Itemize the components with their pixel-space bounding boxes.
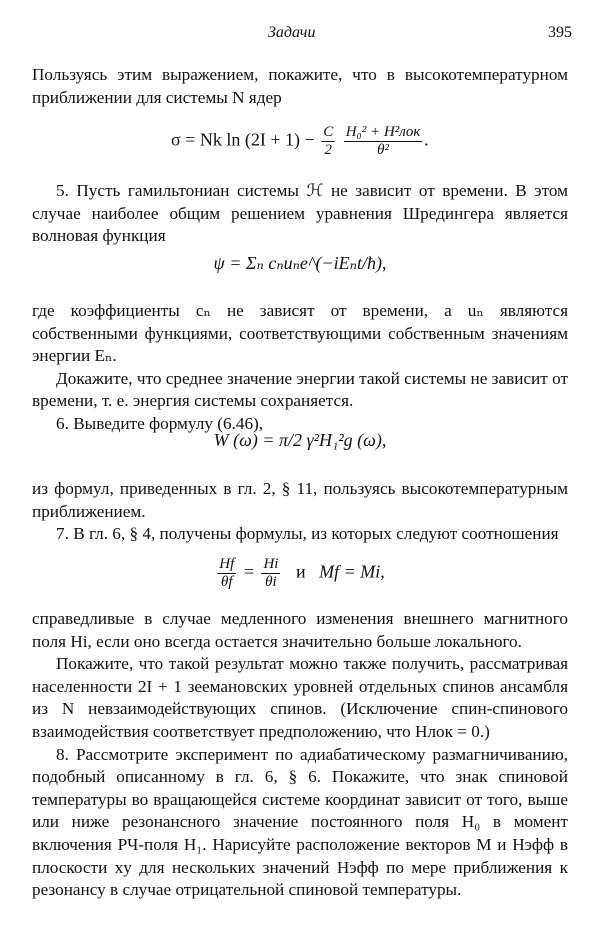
paragraph-coefficients: где коэффициенты cₙ не зависят от времени, а uₙ являются собственными функциями, соответствующими собственным значениям энергии Eₙ. Докажите, что среднее значение энергии такой системы не зависит от времени, т. е. энергия системы сохраняется. 6. Выведите формулу (6.46),: [32, 301, 568, 433]
equation-wavefunction: ψ = Σₙ cₙuₙe^(−iEₙt/ħ),: [213, 253, 387, 273]
paragraph-6-end: из формул, приведенных в гл. 2, § 11, пользуясь высокотемпературным приближением. 7. В гл. 6, § 4, получены формулы, из которых следуют соотношения: [32, 479, 568, 544]
paragraph-intro: Пользуясь этим выражением, покажите, что в высокотемпературном приближении для системы N ядер: [32, 65, 568, 107]
page-number: 395: [548, 24, 572, 41]
equation-transition-rate: W (ω) = π/2 γ²H₁²g (ω),: [213, 430, 387, 450]
fraction-fields-over-theta: $\frac{\text{H₀² + H²лок}}{\text{θ²}}$: [345, 124, 421, 158]
fraction-c-over-2: $\frac{C}{2}$: [323, 124, 334, 158]
equation-adiabatic: $\frac{Hf}{\theta f}$ = $\frac{Hi}{\theta i}$ и Mf = Mi,: [219, 556, 385, 590]
equation-entropy: σ = Nk ln (2I + 1) − $\frac{C}{2}$ $\frac{\text{H₀² + H²лок}}{\text{θ²}}$ .: [171, 124, 429, 158]
paragraph-7-end: справедливые в случае медленного изменения внешнего магнитного поля Hi, если оно всегда остается значительно больше локального. Покажите, что такой результат можно также получить, рассматривая населенности 2I + 1 зеемановских уровней отдельных спинов ансамбля из N невзаимодействующих спинов. (Исключение спин-спинового взаимодействия соответствует предположению, что Hлок = 0.) 8. Рассмотрите эксперимент по адиабатическому размагничиванию, подобный описанному в гл. 6, § 6. Покажите, что знак спиновой температуры во вращающейся системе координат зависит от того, выше или ниже резонансного значение постоянного поля H₀ в момент включения РЧ-поля H₁. Нарисуйте расположение векторов M и Hэфф в плоскости xy для нескольких значений Hэфф по мере приближения к резонансу в случае отрицательной спиновой температуры.: [32, 609, 568, 900]
page-header: [0, 24, 600, 46]
problem-5: 5. Пусть гамильтониан системы ℋ не зависит от времени. В этом случае наиболее общим решением уравнения Шредингера является волновая функция: [32, 181, 568, 246]
running-title: Задачи: [268, 24, 316, 41]
